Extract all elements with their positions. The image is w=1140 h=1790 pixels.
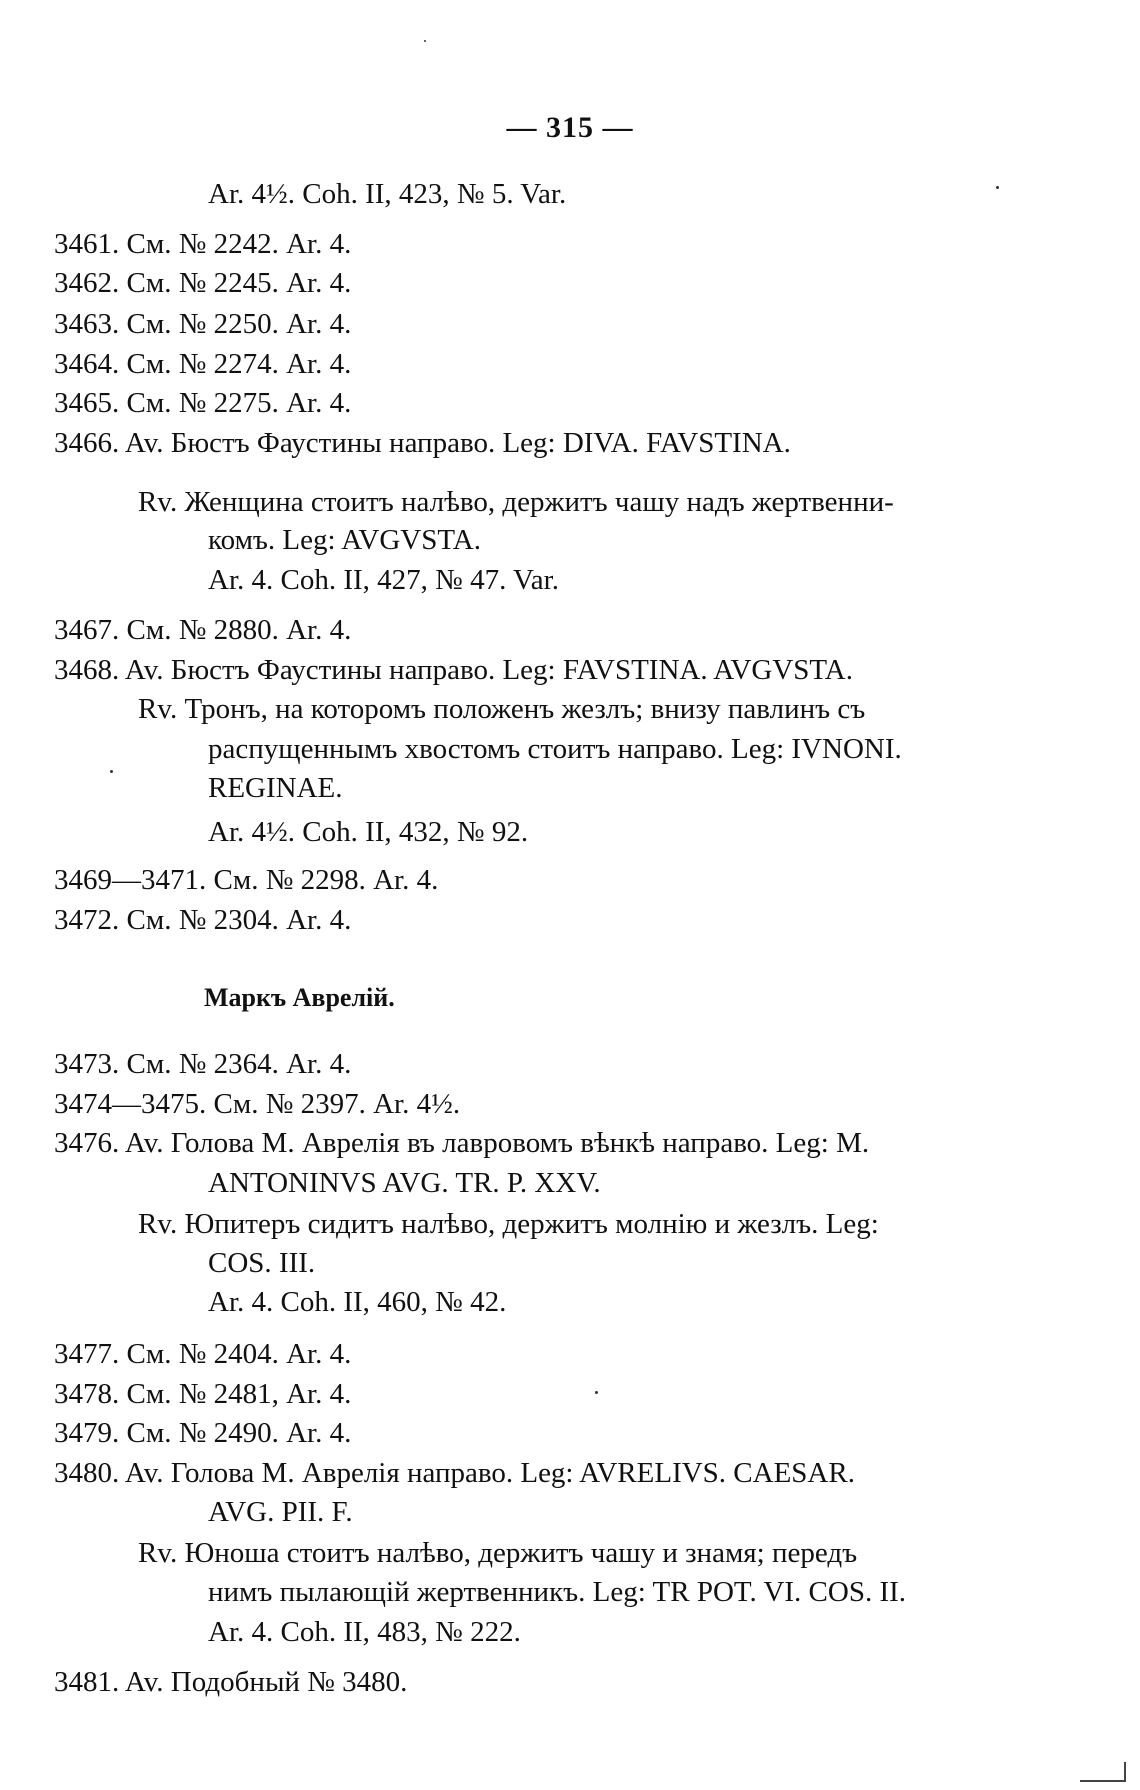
page-number: — 315 —	[506, 111, 634, 144]
text-line: комъ. Leg: AVGVSTA.	[208, 524, 481, 556]
text-line: REGINAE.	[208, 772, 343, 804]
entry-line: 3463. См. № 2250. Ar. 4.	[54, 308, 352, 340]
section-heading: Маркъ Аврелій.	[204, 983, 395, 1012]
entry-line: 3476. Av. Голова M. Аврелія въ лавровомъ вѣнкѣ направо. Leg: M.	[54, 1127, 870, 1159]
entry-line: 3461. См. № 2242. Ar. 4.	[54, 228, 352, 260]
text-line: нимъ пылающій жертвенникъ. Leg: TR POT. VI. COS. II.	[208, 1576, 907, 1608]
entry-line: 3481. Av. Подобный № 3480.	[54, 1666, 408, 1698]
entry-line: 3462. См. № 2245. Ar. 4.	[54, 267, 352, 299]
entry-line: 3473. См. № 2364. Ar. 4.	[54, 1048, 352, 1080]
text-line: Rv. Юноша стоитъ налѣво, держитъ чашу и знамя; передъ	[138, 1537, 858, 1569]
text-line: Rv. Тронъ, на которомъ положенъ жезлъ; внизу павлинъ съ	[138, 693, 866, 725]
entry-line: 3469—3471. См. № 2298. Ar. 4.	[54, 864, 439, 896]
entry-line: 3467. См. № 2880. Ar. 4.	[54, 614, 352, 646]
entry-line: 3472. См. № 2304. Ar. 4.	[54, 904, 352, 936]
text-line: Ar. 4. Coh. II, 460, № 42.	[208, 1286, 507, 1318]
entry-line: 3466. Av. Бюстъ Фаустины направо. Leg: DIVA. FAVSTINA.	[54, 427, 791, 459]
entry-line: 3479. См. № 2490. Ar. 4.	[54, 1417, 352, 1449]
entry-line: 3468. Av. Бюстъ Фаустины направо. Leg: FAVSTINA. AVGVSTA.	[54, 654, 853, 686]
print-speck	[110, 770, 113, 773]
text-line: AVG. PII. F.	[208, 1496, 353, 1528]
print-speck	[424, 40, 426, 42]
text-line: Rv. Женщина стоитъ налѣво, держитъ чашу надъ жертвенни-	[138, 486, 894, 518]
entry-line: 3464. См. № 2274. Ar. 4.	[54, 348, 352, 380]
text-line: Ar. 4½. Coh. II, 432, № 92.	[208, 816, 529, 848]
entry-line: 3477. См. № 2404. Ar. 4.	[54, 1338, 352, 1370]
text-line: Rv. Юпитеръ сидитъ налѣво, держитъ молнію и жезлъ. Leg:	[138, 1208, 879, 1240]
text-line: ANTONINVS AVG. TR. P. XXV.	[208, 1167, 601, 1199]
text-line: Ar. 4½. Coh. II, 423, № 5. Var.	[208, 178, 567, 210]
text-line: Ar. 4. Coh. II, 483, № 222.	[208, 1616, 521, 1648]
entry-line: 3478. См. № 2481, Ar. 4.	[54, 1378, 352, 1410]
entry-line: 3465. См. № 2275. Ar. 4.	[54, 387, 352, 419]
entry-line: 3480. Av. Голова M. Аврелія направо. Leg: AVRELIVS. CAESAR.	[54, 1457, 855, 1489]
page-corner-mark	[1080, 1762, 1126, 1782]
entry-line: 3474—3475. См. № 2397. Ar. 4½.	[54, 1088, 461, 1120]
print-speck	[996, 186, 999, 189]
print-speck	[595, 1391, 598, 1394]
text-line: COS. III.	[208, 1247, 316, 1279]
text-line: Ar. 4. Coh. II, 427, № 47. Var.	[208, 564, 559, 596]
text-line: распущеннымъ хвостомъ стоитъ направо. Leg: IVNONI.	[208, 733, 902, 765]
